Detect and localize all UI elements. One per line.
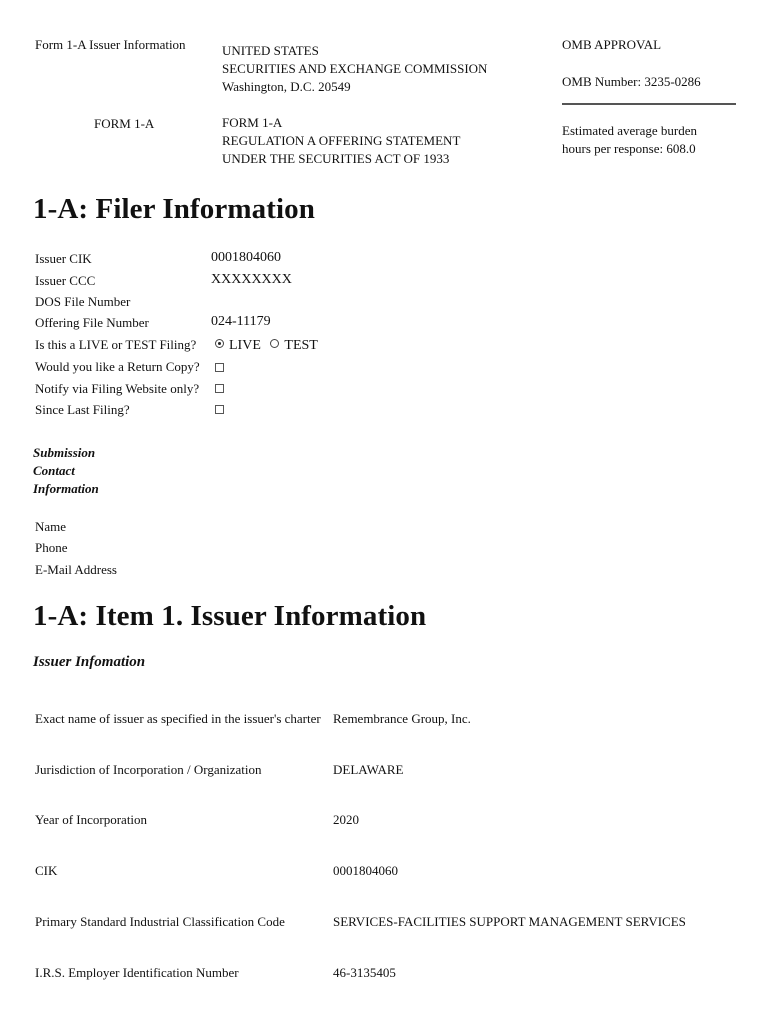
agency-line: Washington, D.C. 20549 (222, 79, 351, 94)
filing-mode-radios (215, 338, 318, 354)
issuer-field-value: SERVICES-FACILITIES SUPPORT MANAGEMENT SERVICES (333, 914, 686, 929)
contact-heading-line: Information (33, 481, 99, 496)
since-last-checkbox[interactable] (215, 405, 224, 414)
since-last-label: Since Last Filing? (35, 402, 130, 417)
test-radio[interactable] (270, 339, 279, 348)
field-value: XXXXXXXX (211, 272, 292, 287)
contact-heading-line: Submission (33, 445, 96, 460)
issuer-field-label: CIK (35, 863, 58, 878)
issuer-field-label: Jurisdiction of Incorporation / Organization (35, 762, 262, 777)
agency-block (222, 42, 487, 96)
field-label: Issuer CIK (35, 251, 92, 266)
burden-line: hours per response: 608.0 (562, 141, 696, 156)
item1-heading: 1-A: Item 1. Issuer Information (33, 600, 427, 632)
header-divider (562, 103, 736, 105)
return-copy-label: Would you like a Return Copy? (35, 359, 200, 374)
test-option-label: TEST (284, 338, 318, 353)
contact-phone-label: Phone (35, 540, 68, 555)
issuer-field-value: 0001804060 (333, 863, 398, 878)
contact-heading-line: Contact (33, 463, 75, 478)
contact-name-label: Name (35, 519, 67, 534)
omb-approval: OMB APPROVAL (562, 37, 662, 52)
agency-line: SECURITIES AND EXCHANGE COMMISSION (222, 61, 488, 76)
statement-line: FORM 1-A (222, 115, 283, 130)
burden-block (562, 122, 697, 158)
issuer-field-label: Year of Incorporation (35, 812, 148, 827)
notify-label: Notify via Filing Website only? (35, 381, 200, 396)
statement-line: UNDER THE SECURITIES ACT OF 1933 (222, 151, 450, 166)
contact-heading (33, 444, 99, 498)
agency-line: UNITED STATES (222, 43, 319, 58)
issuer-field-value: 46-3135405 (333, 965, 396, 980)
field-label: Offering File Number (35, 315, 149, 330)
issuer-field-label: Exact name of issuer as specified in the issuer's charter (35, 711, 321, 726)
issuer-field-label: Primary Standard Industrial Classification Code (35, 914, 285, 929)
statement-line: REGULATION A OFFERING STATEMENT (222, 133, 461, 148)
contact-email-label: E-Mail Address (35, 562, 117, 577)
issuer-field-value: DELAWARE (333, 762, 404, 777)
form-label: Form 1-A Issuer Information (35, 37, 186, 52)
item1-subheading: Issuer Infomation (33, 654, 146, 670)
live-option-label: LIVE (229, 338, 261, 353)
issuer-field-value: 2020 (333, 812, 359, 827)
notify-checkbox[interactable] (215, 384, 224, 393)
omb-number: OMB Number: 3235-0286 (562, 74, 701, 89)
live-test-label: Is this a LIVE or TEST Filing? (35, 337, 197, 352)
burden-line: Estimated average burden (562, 123, 697, 138)
field-value: 0001804060 (211, 250, 281, 265)
form-name: FORM 1-A (94, 116, 155, 131)
live-radio[interactable] (215, 339, 224, 348)
field-label: DOS File Number (35, 294, 131, 309)
field-label: Issuer CCC (35, 273, 96, 288)
statement-block (222, 114, 460, 168)
issuer-field-value: Remembrance Group, Inc. (333, 711, 471, 726)
filer-heading: 1-A: Filer Information (33, 193, 315, 225)
field-value: 024-11179 (211, 314, 271, 329)
issuer-field-label: I.R.S. Employer Identification Number (35, 965, 239, 980)
return-copy-checkbox[interactable] (215, 363, 224, 372)
